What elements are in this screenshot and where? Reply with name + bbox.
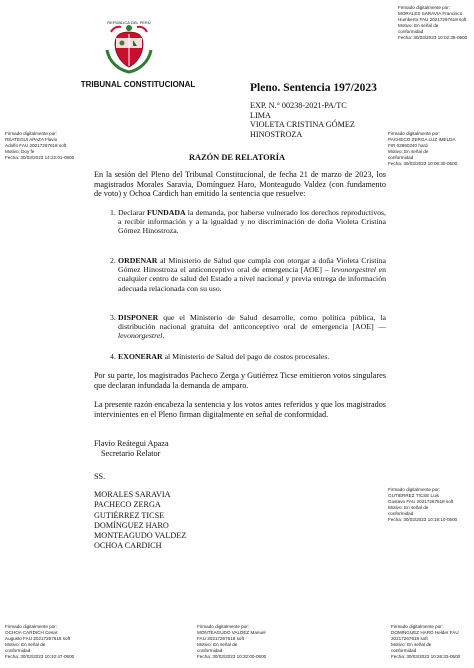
stamp-line: Motivo: En señal de — [388, 505, 429, 510]
item-tail: en cualquier centro de salud del Estado a nivel nacional y previa entrega de información adecuada relacionada con su uso. — [118, 265, 386, 293]
magistrate-name: MONTEAGUDO VALDEZ — [94, 531, 187, 541]
resolution-item-3 — [110, 313, 386, 341]
stamp-line: Fecha: 30/03/2023 10:26:33-0500 — [391, 654, 461, 659]
item-italic: levonorgestrel — [118, 331, 163, 341]
item-number: 1. — [110, 208, 116, 217]
stamp-line: Motivo: En señal de — [388, 149, 429, 154]
item-verb: ORDENAR — [118, 256, 158, 265]
magistrate-name: GUTIÉRREZ TICSE — [94, 510, 165, 520]
case-number: EXP. N.° 00238-2021-PA/TC — [250, 101, 347, 110]
item-verb: FUNDADA — [147, 208, 186, 217]
item-number: 4. — [110, 352, 116, 361]
item-number: 2. — [110, 256, 116, 265]
ss-label: SS. — [94, 472, 106, 481]
dissent-paragraph: Por su parte, los magistrados Pacheco Zerga y Gutiérrez Ticse emitieron votos singulares que declaran infundada la demanda de amparo. — [94, 371, 386, 390]
case-location: LIMA — [250, 110, 271, 120]
svg-text:REPÚBLICA DEL PERÚ: REPÚBLICA DEL PERÚ — [107, 20, 151, 25]
stamp-line: conformidad — [197, 648, 223, 653]
resolution-item-4 — [110, 352, 386, 361]
stamp-line: Gustavo FAU 20217267618 soft — [388, 499, 454, 504]
stamp-line: Firmado digitalmente por: — [5, 624, 58, 629]
stamp-line: FIR 02860240 hard — [388, 143, 428, 148]
stamp-line: conformidad — [391, 648, 417, 653]
stamp-line: DOMINGUEZ HARO Helder FAU — [391, 630, 459, 635]
magistrates-list — [94, 490, 186, 552]
stamp-line: conformidad — [398, 29, 424, 34]
resolution-item-2 — [110, 256, 386, 293]
stamp-line: Fecha: 30/03/2023 10:10:47-0500 — [5, 654, 75, 659]
stamp-line: Motivo: En señal de — [5, 642, 46, 647]
magistrate-name: MORALES SARAVIA — [94, 490, 171, 499]
stamp-line: Motivo: En señal de — [398, 23, 439, 28]
item-text: al Ministerio de Salud que cumpla con otorgar a doña Violeta Cristina Gómez Hinostroza el anticonceptivo oral de emergencia [AOE] – — [118, 256, 386, 275]
stamp-line: PACHECO ZERGA LUZ IMELDA — [388, 137, 456, 142]
stamp-line: conformidad — [388, 155, 414, 160]
stamp-line: REATEGUI APAZA Flavio — [5, 137, 58, 142]
item-tail: . — [162, 331, 165, 341]
stamp-line: OCHOA CARDICH Cesar — [5, 630, 58, 635]
signature-stamp-monteagudo — [197, 624, 266, 660]
stamp-line: MORALES SARAVIA Francisco — [398, 11, 463, 16]
resolution-item-1 — [110, 208, 386, 236]
case-party: HINOSTROZA — [250, 129, 303, 139]
stamp-line: Adolfo FAU 20217267618 soft — [5, 143, 67, 148]
section-heading: RAZÓN DE RELATORÍA — [188, 153, 286, 162]
stamp-line: Firmado digitalmente por: — [5, 131, 58, 136]
stamp-line: Fecha: 30/03/2023 10:02:35-0500 — [398, 35, 468, 40]
case-party: VIOLETA CRISTINA GÓMEZ — [250, 120, 355, 130]
case-reference — [250, 101, 355, 139]
item-verb: DISPONER — [118, 313, 159, 322]
item-italic: levonorgestrel — [331, 265, 376, 275]
document-title: Pleno. Sentencia 197/2023 — [250, 82, 377, 94]
stamp-line: GUTIERREZ TICSE Luis — [388, 493, 439, 498]
stamp-line: Fecha: 30/03/2023 10:32:00-0500 — [197, 654, 267, 659]
stamp-line: Firmado digitalmente por: — [388, 131, 441, 136]
magistrate-name: DOMÍNGUEZ HARO — [94, 520, 169, 530]
stamp-line: conformidad — [388, 511, 414, 516]
institution-name: TRIBUNAL CONSTITUCIONAL — [80, 80, 196, 89]
signature-stamp-ochoa — [5, 624, 74, 660]
stamp-line: MONTEAGUDO VALDEZ Manuel — [197, 630, 266, 635]
magistrate-name: OCHOA CARDICH — [94, 541, 162, 551]
peru-coat-of-arms-icon — [97, 20, 161, 78]
stamp-line: Firmado digitalmente por: — [398, 5, 451, 10]
relator-role: Secretario Relator — [101, 449, 161, 459]
stamp-line: Firmado digitalmente por: — [388, 487, 441, 492]
item-text: la demanda, por haberse vulnerado los derechos reproductivos, a recibir información y a la igualdad y no discriminación de doña Violeta Cristina Gómez Hinostroza. — [118, 208, 386, 236]
item-text: al Ministerio de Salud del pago de costos procesales. — [162, 352, 330, 361]
stamp-line: Fecha: 30/03/2023 14:22:01-0500 — [5, 155, 75, 160]
signature-stamp-gutierrez — [388, 487, 457, 523]
signature-stamp-morales — [398, 5, 467, 41]
relator-signature-block — [94, 439, 169, 460]
stamp-line: Augusto FAU 20217267618 soft — [5, 636, 71, 641]
magistrate-name: PACHECO ZERGA — [94, 500, 161, 510]
stamp-line: 20217267618 soft — [391, 636, 428, 641]
stamp-line: Fecha: 30/03/2023 10:19:10-0500 — [388, 517, 458, 522]
stamp-line: Motivo: Doy fe — [5, 149, 35, 154]
stamp-line: Firmado digitalmente por: — [197, 624, 250, 629]
closing-paragraph: La presente razón encabeza la sentencia y los votos antes referidos y que los magistrados intervinientes en el Pleno firman digitalmente en señal de conformidad. — [94, 400, 386, 419]
stamp-line: Motivo: En señal de — [197, 642, 238, 647]
signature-stamp-dominguez — [391, 624, 460, 660]
stamp-line: Firmado digitalmente por: — [391, 624, 444, 629]
item-pre: Declarar — [118, 208, 148, 217]
relator-name: Flavio Reátegui Apaza — [94, 439, 169, 448]
stamp-line: FAU 20217267618 soft — [197, 636, 244, 641]
item-verb: EXONERAR — [118, 352, 163, 361]
item-number: 3. — [110, 313, 116, 322]
stamp-line: Motivo: En señal de — [391, 642, 432, 647]
stamp-line: Humberto FAU 20217267618 soft — [398, 17, 467, 22]
stamp-line: Fecha: 30/03/2023 10:06:30-0500 — [388, 161, 458, 166]
intro-paragraph: En la sesión del Pleno del Tribunal Constitucional, de fecha 21 de marzo de 2023, los magistrados Morales Saravia, Domínguez Haro, Monteagudo Valdez (con fundamento de voto) y Ochoa Cardich han emitido la sentencia que resuelve: — [94, 170, 386, 199]
item-text: que el Ministerio de Salud desarrolle, como política pública, la distribución nacional gratuita del anticonceptivo oral de emergencia [AOE] — — [118, 313, 386, 332]
stamp-line: conformidad — [5, 648, 31, 653]
